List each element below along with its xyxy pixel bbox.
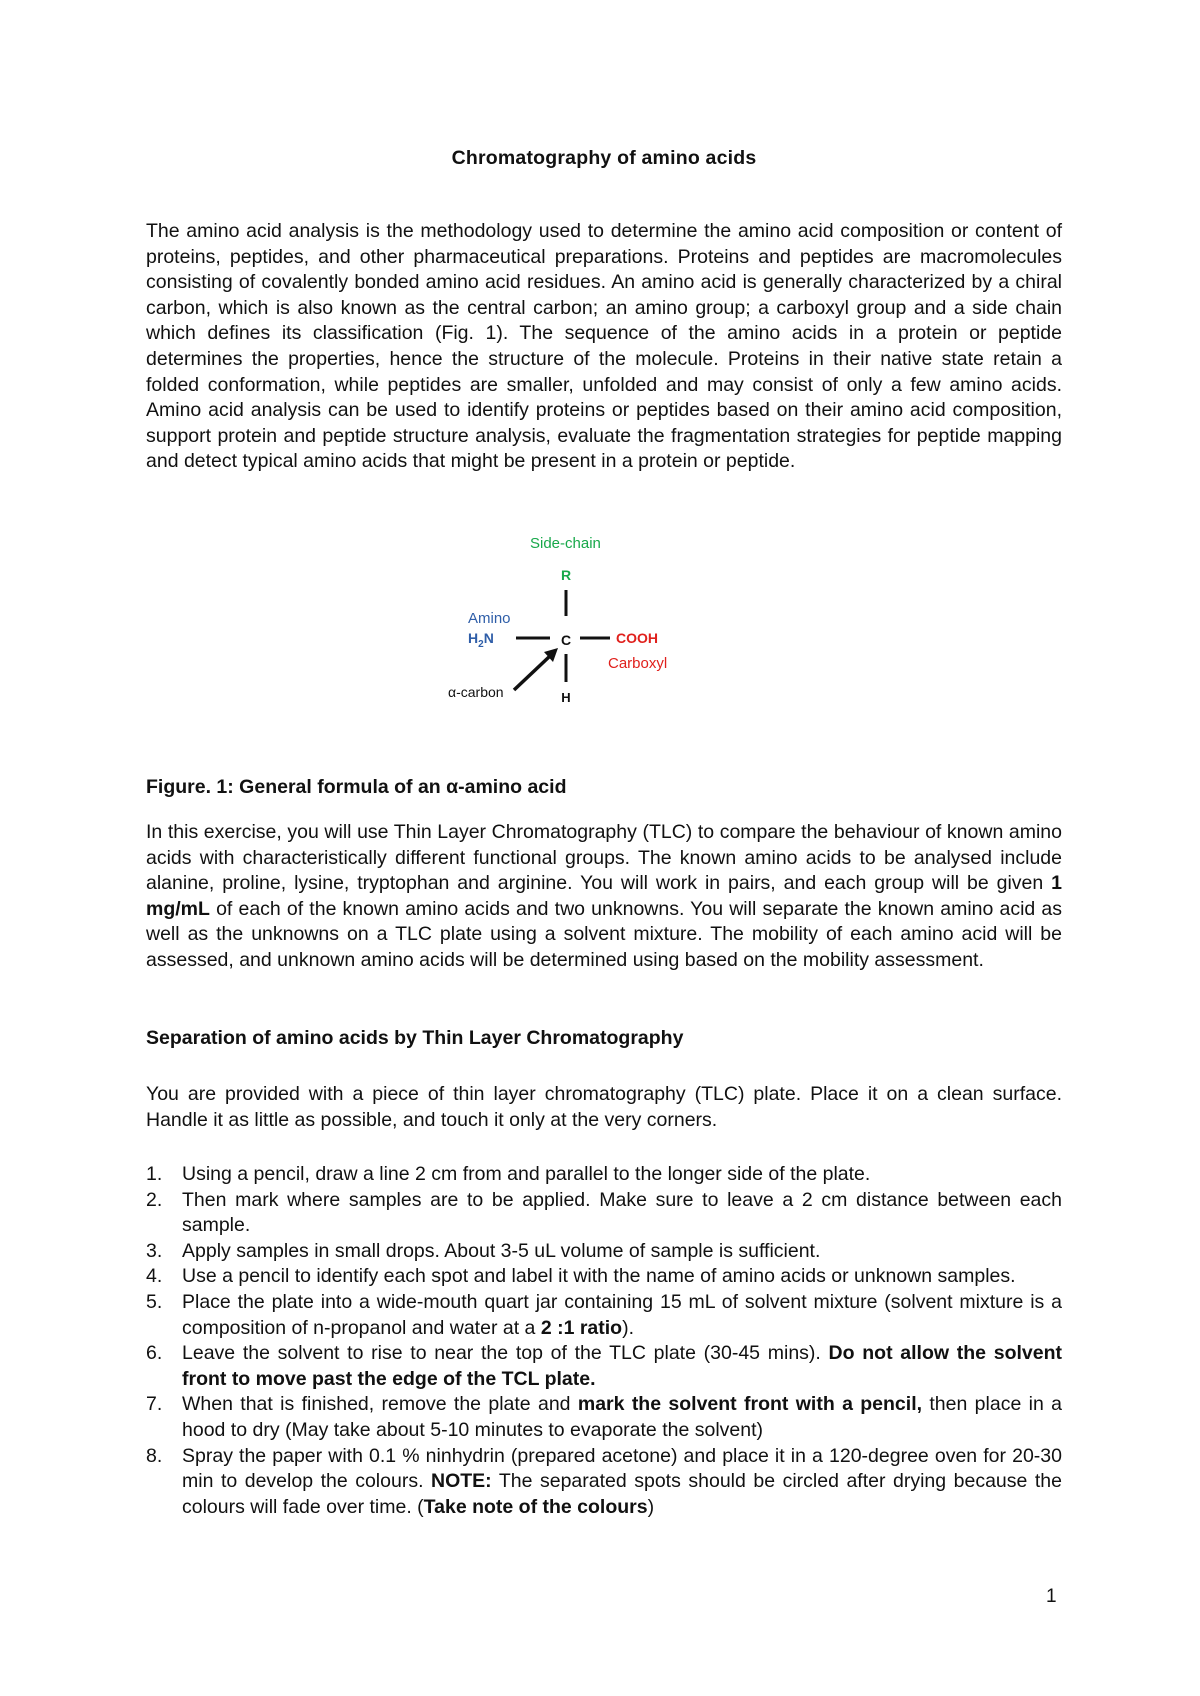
cooh-label: COOH	[616, 630, 658, 646]
step-number: 6.	[146, 1342, 163, 1365]
step-number: 4.	[146, 1265, 163, 1288]
step-emphasis: mark the solvent front with a pencil,	[577, 1393, 923, 1416]
step-number: 2.	[146, 1188, 163, 1211]
document-title: Chromatography of amino acids	[451, 147, 757, 169]
r-group-label: R	[560, 567, 572, 583]
step-number: 1.	[146, 1163, 163, 1185]
step-item	[146, 1341, 1062, 1392]
step-item	[146, 1392, 1062, 1443]
procedure-steps	[146, 1162, 1062, 1520]
figure-caption: Figure. 1: General formula of an α-amino acid	[146, 776, 567, 798]
section-intro: You are provided with a piece of thin layer chromatography (TLC) plate. Place it on a clean surface. Handle it as little as possible, and touch it only at the very corners.	[146, 1083, 1062, 1131]
step-text-end: then place in a hood to dry (May take about 5-10 minutes to evaporate the solvent)	[182, 1393, 1062, 1441]
h2n-subscript: 2	[478, 639, 484, 650]
exercise-text-1: In this exercise, you will use Thin Layer Chromatography (TLC) to compare the behaviour of known amino acids with characteristically different functional groups. The known amino acids to be analysed include alanine, proline, lysine, tryptophan and arginine. You will work in pairs, and each group will be given	[146, 821, 1062, 895]
step-text: Place the plate into a wide-mouth quart jar containing 15 mL of solvent mixture (solvent mixture is a composition of n-propanol and water at a	[182, 1290, 1062, 1339]
step-ratio: 2 :1 ratio	[540, 1316, 623, 1339]
side-chain-label: Side-chain	[530, 535, 601, 552]
h2n-h: H	[468, 630, 479, 646]
exercise-paragraph	[146, 820, 1062, 974]
section-heading: Separation of amino acids by Thin Layer Chromatography	[146, 1027, 684, 1049]
step-text: Using a pencil, draw a line 2 cm from and parallel to the longer side of the plate.	[182, 1163, 871, 1185]
amino-label: Amino	[468, 610, 511, 627]
intro-paragraph: The amino acid analysis is the methodology used to determine the amino acid composition or content of proteins, peptides, and other pharmaceutical preparations. Proteins and peptides are macromolecules consisting of covalently bonded amino acid residues. An amino acid is generally characterized by a chiral carbon, which is also known as the central carbon; an amino group; a carboxyl group and a side chain which defines its classification (Fig. 1). The sequence of the amino acids in a protein or peptide determines the properties, hence the structure of the molecule. Proteins in their native state retain a folded conformation, while peptides are smaller, unfolded and may consist of only a few amino acids. Amino acid analysis can be used to identify proteins or peptides based on their amino acid composition, support protein and peptide structure analysis, evaluate the fragmentation strategies for peptide mapping and detect typical amino acids that might be present in a protein or peptide.	[146, 220, 1062, 473]
step-text: Then mark where samples are to be applied. Make sure to leave a 2 cm distance between each sample.	[182, 1188, 1062, 1237]
step-item	[146, 1188, 1062, 1239]
h2n-n: N	[483, 630, 494, 646]
step-item	[146, 1444, 1062, 1521]
page-number: 1	[1046, 1586, 1057, 1607]
step-text: When that is finished, remove the plate and	[182, 1393, 578, 1416]
exercise-text-2: of each of the known amino acids and two unknowns. You will separate the known amino acid as well as the unknowns on a TLC plate using a solvent mixture. The mobility of each amino acid will be assessed, and unknown amino acids will be determined using based on the mobility assessment.	[146, 897, 1062, 971]
carboxyl-label: Carboxyl	[608, 655, 668, 672]
step-item	[146, 1264, 1062, 1290]
step-text: Leave the solvent to rise to near the top of the TLC plate (30-45 mins).	[182, 1342, 829, 1365]
step-number: 3.	[146, 1239, 163, 1262]
step-number: 7.	[146, 1393, 163, 1416]
h2n-label	[468, 630, 494, 650]
step-colours-emphasis: Take note of the colours	[423, 1495, 648, 1518]
exercise-concentration: 1 mg/mL	[146, 872, 1062, 920]
step-warning: Do not allow the solvent front to move past the edge of the TCL plate.	[182, 1342, 1062, 1390]
step-item	[146, 1162, 1062, 1188]
step-text-end: )	[647, 1495, 655, 1518]
document-page	[146, 0, 1062, 1696]
step-text: Use a pencil to identify each spot and label it with the name of amino acids or unknown samples.	[182, 1265, 1016, 1288]
amino-acid-formula-figure	[416, 530, 716, 730]
step-text-mid: The separated spots should be circled after drying because the colours will fade over time. (	[182, 1470, 1062, 1518]
step-text: Apply samples in small drops. About 3-5 uL volume of sample is sufficient.	[182, 1239, 821, 1262]
step-note-label: NOTE:	[431, 1470, 492, 1493]
hydrogen-label: H	[561, 690, 571, 705]
step-text: Spray the paper with 0.1 % ninhydrin (prepared acetone) and place it in a 120-degree oven for 20-30 min to develop the colours.	[182, 1444, 1062, 1493]
step-number: 5.	[146, 1290, 163, 1313]
step-item	[146, 1290, 1062, 1341]
central-carbon-label: C	[560, 632, 572, 648]
step-number: 8.	[146, 1444, 163, 1467]
step-text-end: ).	[622, 1316, 635, 1339]
alpha-carbon-label: α-carbon	[448, 684, 504, 700]
step-item	[146, 1239, 1062, 1265]
alpha-carbon-arrow-shaft	[514, 656, 550, 690]
